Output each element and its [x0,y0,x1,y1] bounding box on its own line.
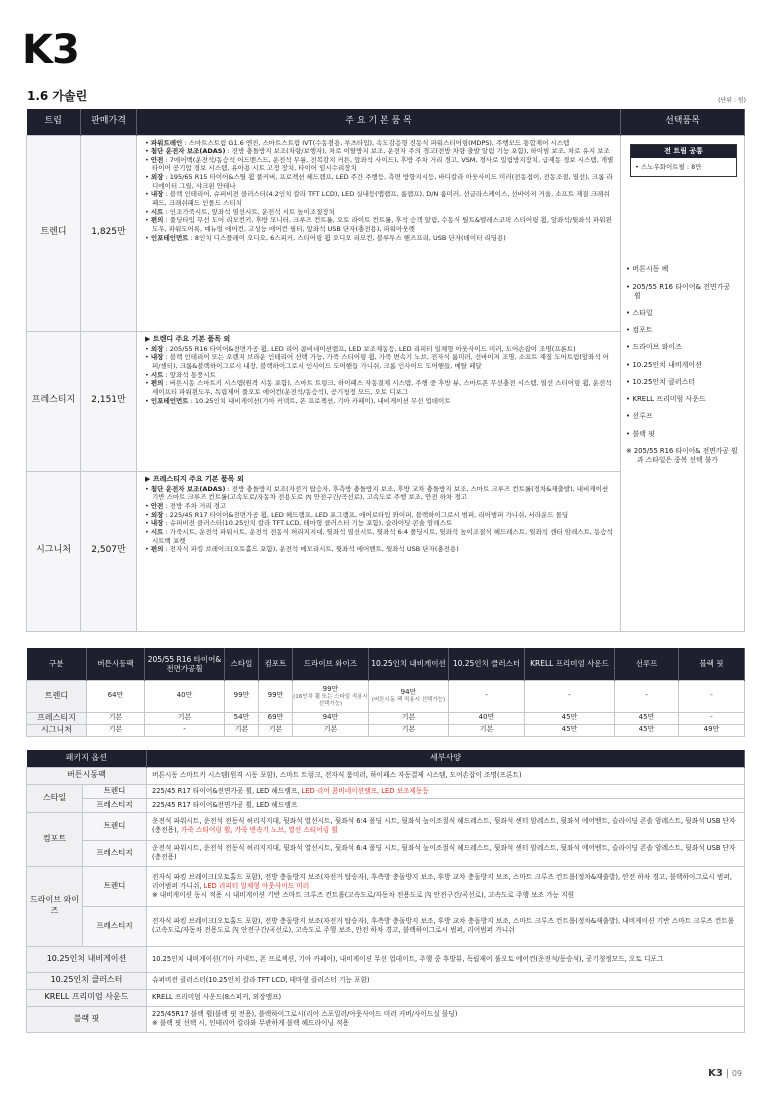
price-prestige: 2,151만 [81,331,137,471]
feature-item: • 안전 : 7에어백(운전석/동승석 어드밴스드, 운전석 무릎, 전복감지 커튼, 앞좌석 사이드), 후방 주차 거리 경고, VSM, 경사로 밀림방지장치, 급제동 경보 시스템, 개별 타이어 공기압 경보 시스템, 유아용 시트 고정 장치, 타이어 임시수리장치 [145,156,614,173]
option-list [626,265,739,465]
trim-prestige: 프레스티지 [27,331,81,471]
price-cell: 69만 [259,712,293,724]
price-row-trim: 시그니처 [27,724,87,736]
comfort-trendy-label: 트렌디 [83,812,147,840]
drive-trendy-detail: 전자식 파킹 브레이크(오토홀드 포함), 전방 충돌방지 보조(자전거 탑승자), 후측방 충돌방지 보조, 후방 교차 충돌방지 보조, 스마트 크루즈 컨트롤(정차&재출발), 안전 하차 경고, 블랙하이그로시 범퍼, 리어범퍼 가니쉬, LED 리피터 일체형 아웃사이드 미러 ※ 내비게이션 동시 적용 시 내비게이션 기반 스마트 크루즈 컨트롤(고속도로/자동차 전용도로 內 안전구간/곡선로), 고속도로 주행 보조 가능 지원 [147,866,745,906]
drive-trendy-note: ※ 내비게이션 동시 적용 시 내비게이션 기반 스마트 크루즈 컨트롤(고속도로/자동차 전용도로 內 안전구간/곡선로), 고속도로 주행 보조 가능 지원 [152,890,575,899]
common-options-item: • 스노우화이트펄 : 8만 [635,162,702,171]
feature-item: • 인포테인먼트 : 10.25인치 내비게이션(기아 커넥트, 폰 프로젝션, 기아 카페이), 내비게이션 무선 업데이트 [145,397,614,406]
style-prestige-label: 프레스티지 [83,798,147,812]
comfort-prestige-label: 프레스티지 [83,840,147,866]
features-trendy [137,135,621,331]
price-row-trim: 트렌디 [27,680,87,712]
price-cell: 64만 [87,680,145,712]
price-cell: 54만 [225,712,259,724]
option-item: • 드라이브 와이즈 [626,343,682,352]
header-price: 판매가격 [81,109,137,135]
package-krell: KRELL 프리미엄 사운드 [27,989,147,1006]
common-options-box [630,144,737,178]
price-cell: 기본 [225,724,259,736]
feature-item: • 편의 : 풀딩타입 무선 도어 리모컨키, 후방 모니터, 크루즈 컨트롤, 오토 라이트 컨트롤, 후석 승객 알림, 수동식 틸트&텔레스코픽 스티어링 휠, 앞좌석/뒷좌석 파워윈도우, 파워도어록, 매뉴얼 에어컨, 고성능 에어컨 필터, 앞좌석 USB 단자(충전용), 파워아웃렛 [145,216,614,233]
page-number: 09 [727,1069,742,1078]
price-cell: 45만 [525,724,615,736]
feature-item: • 편의 : 전자식 파킹 브레이크(오토홀드 포함), 운전석 메모리시트, 뒷좌석 에어벤트, 뒷좌석 USB 단자(충전용) [145,545,614,554]
feature-item: • 내장 : 슈퍼비전 클러스터(10.25인치 칼라 TFT LCD, 테마형 클러스터 기능 포함), 슬라이딩 콘솔 암레스트 [145,519,614,528]
package-navigation: 10.25인치 내비게이션 [27,946,147,972]
footer-brand: K3 [708,1067,723,1079]
feature-item: • 첨단 운전자 보조(ADAS) : 전방 충돌방지 보조(자전거 탑승자, 후측방 충돌방지 보조, 후방 교차 충돌방지 보조, 스마트 크루즈 컨트롤(정차&재출발), 내비게이션 기반 스마트 크루즈 컨트롤(고속도로/자동차 전용도로 內 안전구간/곡선로), 고속도로 주행 보조, 안전 하차 경고 [145,485,614,502]
option-item: • 버튼시동 팩 [626,265,669,274]
feature-item: • 편의 : 버튼시동 스마트키 시스템(원격 시동 포함), 스마트 트렁크, 하이패스 자동결제 시스템, 주행 중 후방 뷰, 스마트폰 무선충전 시스템, 열선 스티어링 휠, 운전석 세이프티 파워윈도우, 독립제어 풀오토 에어컨(운전석/동승석), 공기청정 모드, 오토 디포그 [145,379,614,396]
price-cell: 94만 (버튼시동 팩 적용시 선택가능) [369,680,449,712]
drive-trendy-highlight: LED 리피터 일체형 아웃사이드 미러 [203,881,310,890]
price-cell: 94만 [293,712,369,724]
feature-item: • 시트 : 인조가죽시트, 앞좌석 열선시트, 운전석 시트 높이조절장치 [145,208,614,217]
price-header-1: 버튼시동팩 [87,648,145,680]
price-cell: 45만 [615,724,679,736]
header-detail: 세부사양 [147,750,745,767]
trim-feature-table [26,109,745,632]
option-price-table [26,648,745,737]
package-black-fit-detail: 225/45R17 블랙 휠(블랙 핏 전용), 블랙하이그로시(리어 스포일러/아웃사이드 미러 커버/사이드실 몰딩) ※ 블랙 핏 선택 시, 인테리어 칼라와 무관하게 블랙 헤드라이닝 적용 [147,1006,745,1032]
option-item: • 10.25인치 내비게이션 [626,360,702,369]
price-header-9: 선루프 [615,648,679,680]
style-trendy-highlight: LED 리어 콤비네이션램프, LED 보조제동등 [301,786,429,795]
option-item: • 블랙 핏 [626,429,655,438]
feature-item: • 첨단 운전자 보조(ADAS) : 전방 충돌방지 보조(차량/보행자), 차로 이탈방지 보조, 운전자 주의 경고(전방 차량 출발 알림 기능 포함), 하이빔 보조, 차로 유지 보조 [145,147,614,156]
price-cell: 99만 [225,680,259,712]
drive-prestige-label: 프레스티지 [83,906,147,946]
price-row-trim: 프레스티지 [27,712,87,724]
drive-prestige-detail: 전자식 파킹 브레이크(오토홀드 포함), 전방 충돌방지 보조(자전거 탑승자), 후측방 충돌방지 보조, 후방 교차 충돌방지 보조, 스마트 크루즈 컨트롤(정차&재출발), 내비게이션 기반 스마트 크루즈 컨트롤(고속도로/자동차 전용도로 內 안전구간/곡선로), 고속도로 주행 보조, 안전 하차 경고, 블랙하이그로시 범퍼, 리어범퍼 가니쉬 [147,906,745,946]
price-header-5: 드라이브 와이즈 [293,648,369,680]
package-krell-detail: KRELL 프리미엄 사운드(8스피커, 외장앰프) [147,989,745,1006]
price-header-2: 205/55 R16 타이어& 전면가공휠 [145,648,225,680]
header-package: 패키지 옵션 [27,750,147,767]
price-cell: 40만 [145,680,225,712]
option-item: • 스타일 [626,309,653,318]
package-button-start: 버튼시동팩 [27,767,147,784]
feature-item: • 시트 : 앞좌석 통풍시트 [145,371,614,380]
price-cell: - [449,680,525,712]
price-header-7: 10.25인치 클러스터 [449,648,525,680]
features-prestige-header: ▶ 트렌디 주요 기본 품목 외 [145,334,231,343]
header-trim: 트림 [27,109,81,135]
feature-item: • 내장 : 블랙 인테리어, 슈퍼비전 클러스터(4.2인치 칼라 TFT LCD), LED 실내등(맵램프, 룸램프), D/N 룸미러, 선글라스케이스, 선바이저 거울, 소프트 재질 크래쉬패드, 크래쉬패드 인몰드 스티치 [145,190,614,207]
trim-trendy: 트렌디 [27,135,81,331]
option-item: • 205/55 R16 타이어& 전면가공 휠 [626,282,731,300]
price-cell: 기본 [293,724,369,736]
price-cell: - [145,724,225,736]
package-style: 스타일 [27,784,83,812]
price-cell: 기본 [145,712,225,724]
price-cell: 기본 [449,724,525,736]
feature-item: • 외장 : 195/65 R15 타이어&스틸 휠 풀커버, 프로젝션 헤드램프, LED 주간 주행등, 측면 방향지시등, 바디칼라 아웃사이드 미러(전동접이, 전동조절, 열선), 크롬 라디에이터 그릴, 샤크핀 안테나 [145,173,614,190]
package-navigation-detail: 10.25인치 내비게이션(기아 커넥트, 폰 프로젝션, 기아 카페이), 내비게이션 무선 업데이트, 주행 중 후방뷰, 독립제어 풀오토 에어컨(운전석/동승석), 공기청정모드, 오토 디포그 [147,946,745,972]
header-options: 선택품목 [621,109,745,135]
price-cell: 45만 [525,712,615,724]
price-cell: - [525,680,615,712]
option-item: • 컴포트 [626,326,653,335]
price-cell: - [679,680,745,712]
price-cell: 기본 [87,712,145,724]
price-cell: 기본 [259,724,293,736]
features-signature-header: ▶ 프레스티지 주요 기본 품목 외 [145,474,244,483]
brand-title: K3 [22,27,79,73]
price-signature: 2,507만 [81,471,137,631]
option-note: ※ 205/55 R16 타이어& 전면가공 휠과 스타일은 중복 선택 불가 [626,446,738,464]
price-cell: 49만 [679,724,745,736]
option-item: • KRELL 프리미엄 사운드 [626,395,706,404]
price-cell: 40만 [449,712,525,724]
feature-item: • 파워트레인 : 스마트스트림 G1.6 엔진, 스마트스트림 IVT(수동겸용, 부츠타입), 속도감응형 전동식 파워스티어링(MDPS), 주행모드 통합제어 시스템 [145,139,614,148]
feature-item: • 외장 : 205/55 R16 타이어&전면가공 휠, LED 리어 콤비네이션램프, LED 보조제동등, LED 리피터 일체형 아웃사이드 미러, 도어손잡이 조명(프론트) [145,345,614,354]
comfort-prestige-detail: 운전석 파워시트, 운전석 전동식 허리지지대, 뒷좌석 열선시트, 뒷좌석 6:4 폴딩 시트, 뒷좌석 높이조절식 헤드레스트, 뒷좌석 센터 암레스트, 뒷좌석 에어벤트, 슬라이딩 콘솔 암레스트, 뒷좌석 USB 단자(충전용) [147,840,745,866]
price-header-4: 컴포트 [259,648,293,680]
features-signature [137,471,621,631]
feature-item: • 인포테인먼트 : 8인치 디스플레이 오디오, 6스피커, 스티어링 휠 오디오 리모컨, 블루투스 핸즈프리, USB 단자(데이터 리딩용) [145,234,614,243]
feature-item: • 안전 : 전방 주차 거리 경고 [145,502,614,511]
black-fit-note: ※ 블랙 핏 선택 시, 인테리어 칼라와 무관하게 블랙 헤드라이닝 적용 [152,1019,349,1028]
unit-note: (단위 : 원) [718,97,746,104]
trim-signature: 시그니처 [27,471,81,631]
price-cell: - [679,712,745,724]
feature-item: • 외장 : 225/45 R17 타이어&전면가공 휠, LED 헤드램프, LED 포그램프, 에어로타입 와이퍼, 블랙하이그로시 범퍼, 리어범퍼 가니쉬, 서라운드 몰딩 [145,511,614,520]
style-prestige-detail: 225/45 R17 타이어&전면가공 휠, LED 헤드램프 [147,798,745,812]
feature-item: • 시트 : 가죽시트, 운전석 파워시트, 운전석 전동식 허리지지대, 뒷좌석 열선시트, 뒷좌석 6:4 폴딩시트, 뒷좌석 높이조절식 헤드레스트, 뒷좌석 센터 암레스트, 동승석 시트백 포켓 [145,528,614,545]
page-footer [708,1067,742,1080]
price-cell: 기본 [369,724,449,736]
price-cell: 45만 [615,712,679,724]
comfort-trendy-highlight: 가죽 스티어링 휠, 가죽 변속기 노브, 열선 스티어링 휠 [180,826,338,835]
common-options-title: 전 트림 공통 [631,145,736,158]
drive-trendy-label: 트렌디 [83,866,147,906]
section-title: 1.6 가솔린 [27,89,88,103]
comfort-trendy-detail: 운전석 파워시트, 운전석 전동식 허리지지대, 뒷좌석 열선시트, 뒷좌석 6:4 폴딩 시트, 뒷좌석 높이조절식 헤드레스트, 뒷좌석 센터 암레스트, 뒷좌석 에어벤트, 슬라이딩 콘솔 암레스트, 뒷좌석 USB 단자(충전용), 가죽 스티어링 휠, 가죽 변속기 노브, 열선 스티어링 휠 [147,812,745,840]
option-column [621,135,745,631]
price-header-3: 스타일 [225,648,259,680]
feature-item: • 내장 : 블랙 인테리어 또는 오렌지 브라운 인테리어 선택 가능, 가죽 스티어링 휠, 가죽 변속기 노브, 전자식 룸미러, 선바이저 조명, 소프트 재질 도어트림(앞좌석 어퍼/센터), 크롬&블랙하이그로시 내장, 블랙하이그로시 인사이드 도어핸들 가니쉬, 크롬 인사이드 도어핸들, 메탈 페달 [145,353,614,370]
price-trendy: 1,825만 [81,135,137,331]
package-cluster: 10.25인치 클러스터 [27,972,147,989]
option-item: • 선루프 [626,412,653,421]
style-trendy-label: 트렌디 [83,784,147,798]
price-cell: 기본 [87,724,145,736]
option-item: • 10.25인치 클러스터 [626,377,696,386]
price-header-10: 블랙 핏 [679,648,745,680]
package-detail-table [26,750,745,1033]
header-features: 주 요 기 본 품 목 [137,109,621,135]
price-cell: 99만 [259,680,293,712]
package-drive-wise: 드라이브 와이즈 [27,866,83,946]
price-cell: 기본 [369,712,449,724]
style-trendy-detail: 225/45 R17 타이어&전면가공 휠, LED 헤드램프, LED 리어 콤비네이션램프, LED 보조제동등 [147,784,745,798]
price-header-6: 10.25인치 내비게이션 [369,648,449,680]
package-cluster-detail: 슈퍼비전 클러스터(10.25인치 칼라 TFT LCD, 테마형 클러스터 기능 포함) [147,972,745,989]
price-cell: 99만 (16인치 휠 또는 스타일 적용시 선택가능) [293,680,369,712]
price-header-0: 구분 [27,648,87,680]
features-prestige [137,331,621,471]
price-header-8: KRELL 프리미엄 사운드 [525,648,615,680]
package-comfort: 컴포트 [27,812,83,866]
price-cell: - [615,680,679,712]
package-button-start-detail: 버튼시동 스마트키 시스템(원격 시동 포함), 스마트 트렁크, 전자식 룸미러, 하이패스 자동결제 시스템, 도어손잡이 조명(프론트) [147,767,745,784]
package-black-fit: 블랙 핏 [27,1006,147,1032]
